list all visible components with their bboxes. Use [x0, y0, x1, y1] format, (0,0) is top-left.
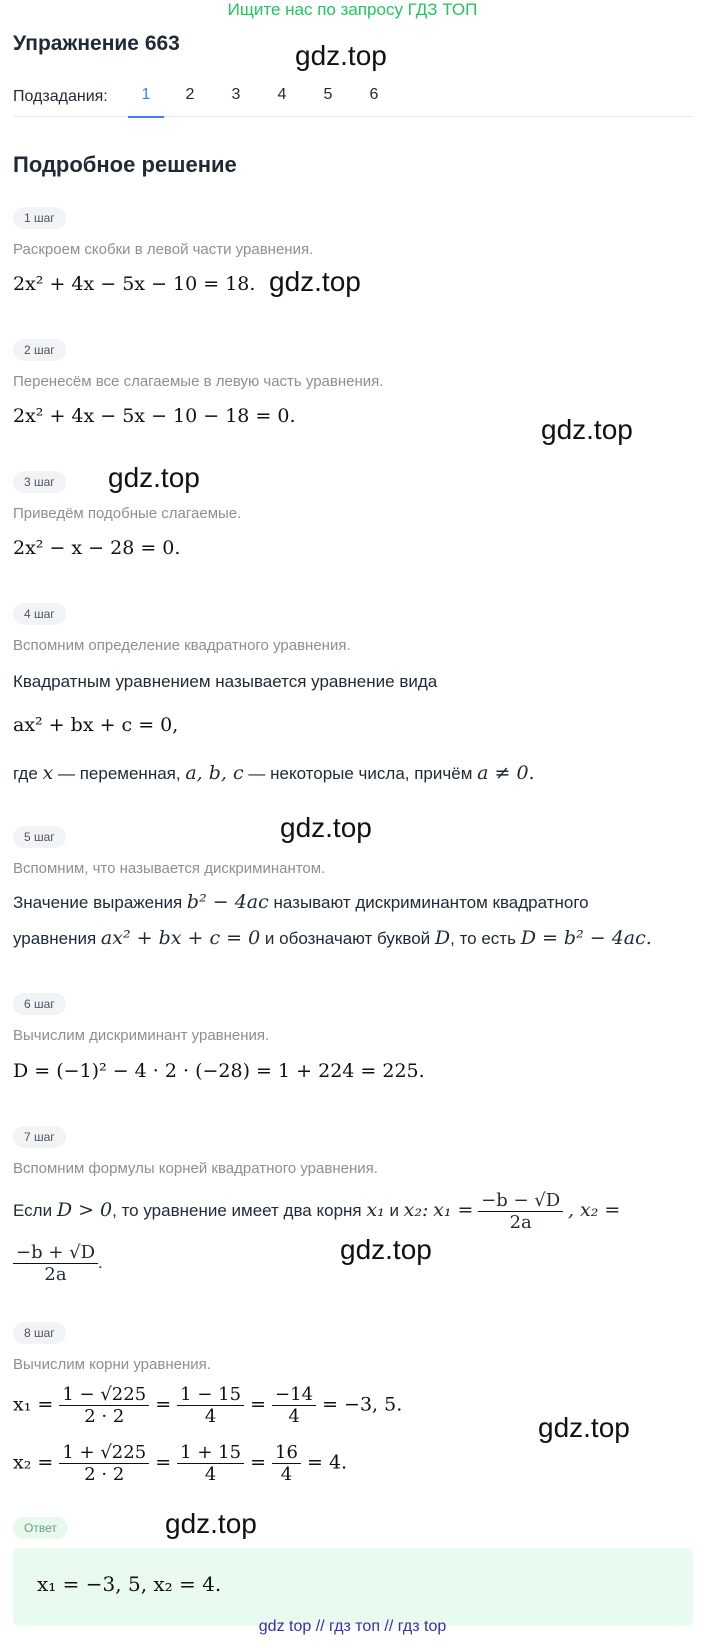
fraction-numerator: 1 − 15: [177, 1384, 244, 1406]
subtasks-nav: [13, 84, 693, 117]
watermark: gdz.top: [108, 462, 200, 493]
step-hint: Раскроем скобки в левой части уравнения.: [13, 241, 314, 258]
step-badge: 8 шаг: [13, 1322, 66, 1344]
step-math: D = (−1)² − 4 · 2 · (−28) = 1 + 224 = 225.: [13, 1060, 425, 1082]
fraction-denominator: 4: [280, 1464, 293, 1485]
line-math: D = b² − 4ac.: [520, 927, 652, 949]
step-badge: 4 шаг: [13, 603, 66, 625]
watermark: gdz.top: [340, 1234, 432, 1265]
step-badge: 5 шаг: [13, 826, 66, 848]
step-hint: Приведём подобные слагаемые.: [13, 505, 242, 522]
fraction: [177, 1384, 244, 1427]
footer-links[interactable]: gdz top // гдз топ // гдз top: [258, 1618, 447, 1635]
roots-formula-line-2: [13, 1242, 103, 1285]
note-text: где: [13, 764, 38, 783]
discriminant-line-2: [13, 927, 652, 949]
line-math: ax² + bx + c = 0: [100, 927, 261, 949]
fraction: [177, 1442, 244, 1485]
fraction-numerator: −14: [272, 1384, 316, 1406]
root-x2-line: x₂ = $\frac{1 + √225}{2 \cdot 2}$ = $\frac{1 + 15}{4}$ = $\frac{16}{4}$ = 4.: [13, 1442, 348, 1485]
fraction: [272, 1384, 316, 1427]
line-text: .: [98, 1252, 103, 1272]
line-math: = −3, 5.: [322, 1393, 403, 1416]
line-math: x₂:: [403, 1198, 429, 1221]
watermark: gdz.top: [280, 812, 372, 843]
line-text: , то уравнение имеет два корня: [112, 1200, 362, 1220]
answer-box: [13, 1548, 693, 1626]
page-title: Упражнение 663: [13, 32, 180, 55]
roots-formula-line-1: [13, 1190, 620, 1233]
step-hint: Перенесём все слагаемые в левую часть уравнения.: [13, 373, 384, 390]
subtask-tab-2[interactable]: 2: [185, 86, 195, 103]
fraction: [272, 1442, 301, 1485]
note-text: — переменная,: [58, 764, 181, 783]
watermark: gdz.top: [538, 1412, 630, 1443]
fraction-denominator: 2a: [44, 1264, 67, 1285]
fraction-numerator: 1 + √225: [59, 1442, 149, 1464]
step-hint: Вспомним, что называется дискриминантом.: [13, 860, 326, 877]
line-math: x₂ =: [13, 1451, 54, 1474]
discriminant-line-1: [13, 891, 589, 913]
line-math: x₁: [366, 1198, 385, 1221]
promo-banner: Ищите нас по запросу ГДЗ ТОП: [227, 0, 478, 19]
definition-text: Квадратным уравнением называется уравнение вида: [13, 672, 438, 691]
subtasks-label: Подзадания:: [13, 88, 108, 105]
subtask-tab-1[interactable]: 1: [128, 86, 164, 118]
watermark: gdz.top: [295, 40, 387, 71]
line-math: D: [434, 927, 451, 949]
step-badge: 6 шаг: [13, 993, 66, 1015]
line-text: и обозначают буквой: [264, 929, 431, 948]
line-text: уравнения: [13, 929, 97, 948]
step-badge: 7 шаг: [13, 1126, 66, 1148]
subtask-tab-6[interactable]: 6: [369, 86, 379, 103]
line-math: x₁ =: [433, 1198, 474, 1221]
step-hint: Вычислим корни уравнения.: [13, 1356, 211, 1373]
step-hint: Вспомним определение квадратного уравнения.: [13, 637, 351, 654]
fraction-numerator: 1 + 15: [177, 1442, 244, 1464]
step-math: ax² + bx + c = 0,: [13, 714, 179, 736]
line-math: D > 0: [56, 1198, 113, 1221]
fraction: [59, 1442, 149, 1485]
answer-value: x₁ = −3, 5, x₂ = 4.: [37, 1572, 222, 1596]
definition-note: [13, 762, 535, 784]
fraction-denominator: 4: [204, 1406, 217, 1427]
fraction-denominator: 2a: [509, 1212, 532, 1233]
step-hint: Вычислим дискриминант уравнения.: [13, 1027, 270, 1044]
step-math: 2x² + 4x − 5x − 10 = 18.: [13, 273, 256, 295]
step-math: 2x² + 4x − 5x − 10 − 18 = 0.: [13, 405, 296, 427]
step-badge: 1 шаг: [13, 207, 66, 229]
note-math: a ≠ 0.: [477, 762, 535, 784]
line-text: , то есть: [450, 929, 516, 948]
fraction: [478, 1190, 563, 1233]
subtask-tab-5[interactable]: 5: [323, 86, 333, 103]
note-math: x: [42, 762, 54, 784]
watermark: gdz.top: [165, 1508, 257, 1539]
step-badge: 3 шаг: [13, 471, 66, 493]
line-math: x₁ =: [13, 1393, 54, 1416]
line-text: Значение выражения: [13, 893, 183, 912]
step-hint: Вспомним формулы корней квадратного уравнения.: [13, 1160, 378, 1177]
line-math: , x₂ =: [567, 1198, 621, 1221]
fraction-numerator: −b + √D: [13, 1242, 98, 1264]
step-badge: 2 шаг: [13, 339, 66, 361]
line-math: = 4.: [307, 1451, 348, 1474]
fraction-denominator: 4: [288, 1406, 300, 1427]
answer-badge: Ответ: [13, 1517, 68, 1539]
fraction-denominator: 2 · 2: [84, 1406, 125, 1427]
fraction-numerator: 16: [272, 1442, 301, 1464]
solution-heading: Подробное решение: [13, 152, 237, 177]
line-text: называют дискриминантом квадратного: [273, 893, 589, 912]
line-math: b² − 4ac: [186, 891, 269, 913]
fraction: [13, 1242, 98, 1285]
watermark: gdz.top: [541, 414, 633, 445]
fraction-numerator: −b − √D: [478, 1190, 563, 1212]
fraction-numerator: 1 − √225: [59, 1384, 149, 1406]
fraction-denominator: 4: [204, 1464, 217, 1485]
step-math: 2x² − x − 28 = 0.: [13, 537, 181, 559]
watermark: gdz.top: [269, 266, 361, 297]
subtask-tab-4[interactable]: 4: [277, 86, 287, 103]
note-math: a, b, c: [185, 762, 244, 784]
line-text: Если: [13, 1200, 53, 1220]
subtask-tab-3[interactable]: 3: [231, 86, 241, 103]
note-text: — некоторые числа, причём: [248, 764, 473, 783]
fraction: [59, 1384, 149, 1427]
root-x1-line: x₁ = $\frac{1 - √225}{2 \cdot 2}$ = $\frac{1 - 15}{4}$ = $\frac{-14}{4}$ = −3, 5.: [13, 1384, 403, 1427]
line-text: и: [389, 1200, 399, 1220]
fraction-denominator: 2 · 2: [84, 1464, 125, 1485]
